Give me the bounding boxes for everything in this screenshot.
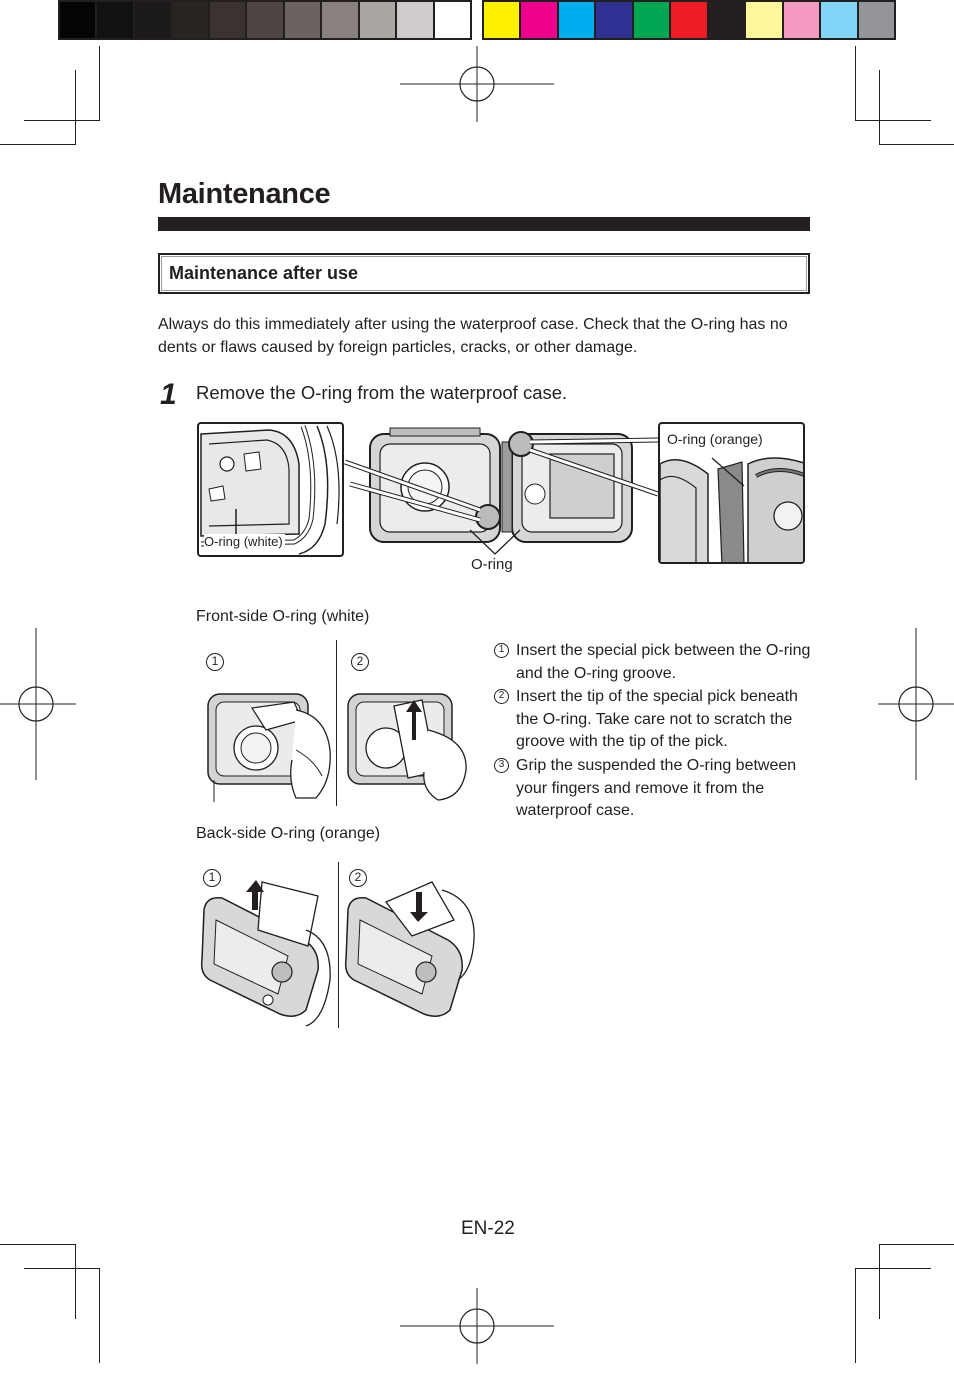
oring-white-label: O-ring (white) xyxy=(204,534,283,549)
back-panel2-illustration xyxy=(342,870,478,1028)
oring-orange-label: O-ring (orange) xyxy=(667,431,763,447)
instruction-number: 3 xyxy=(494,758,509,773)
grayscale-calibration-bar xyxy=(58,0,472,40)
registration-target-bottom xyxy=(400,1288,554,1364)
section-header-box xyxy=(158,253,810,294)
section-title: Maintenance after use xyxy=(169,263,359,283)
instruction-item xyxy=(493,686,813,754)
back-side-heading: Back-side O-ring (orange) xyxy=(196,825,381,842)
color-swatch xyxy=(559,2,596,38)
front-panel2-number: 2 xyxy=(351,653,369,671)
title-rule xyxy=(158,217,810,231)
oring-orange-inset xyxy=(658,422,805,564)
instruction-text: Insert the tip of the special pick beneath the O-ring. Take care not to scratch the groove with the tip of the pick. xyxy=(516,688,798,751)
color-swatch xyxy=(596,2,633,38)
color-swatch xyxy=(97,2,134,38)
back-panel-divider xyxy=(338,862,339,1028)
color-swatch xyxy=(859,2,894,38)
registration-target-left xyxy=(0,628,76,780)
front-panel2-illustration xyxy=(342,680,480,805)
front-panel-divider xyxy=(336,640,337,806)
color-swatch xyxy=(521,2,558,38)
back-panel1-number: 1 xyxy=(203,869,221,887)
instruction-text: Insert the special pick between the O-ring and the O-ring groove. xyxy=(516,642,811,682)
registration-target-right xyxy=(878,628,954,780)
front-panel1-number: 1 xyxy=(206,653,224,671)
color-swatch xyxy=(634,2,671,38)
instruction-list xyxy=(493,640,813,824)
color-swatch xyxy=(247,2,284,38)
color-swatch xyxy=(60,2,97,38)
step-text: Remove the O-ring from the waterproof case. xyxy=(196,382,568,403)
front-side-heading: Front-side O-ring (white) xyxy=(196,608,370,625)
color-swatch xyxy=(172,2,209,38)
color-swatch xyxy=(784,2,821,38)
oring-white-inset xyxy=(197,422,344,557)
color-swatch xyxy=(484,2,521,38)
color-swatch xyxy=(671,2,708,38)
instruction-text: Grip the suspended the O-ring between your fingers and remove it from the waterproof case. xyxy=(516,756,797,820)
page-title: Maintenance xyxy=(158,178,331,210)
instruction-item xyxy=(493,640,813,685)
color-swatch xyxy=(397,2,434,38)
instruction-item xyxy=(493,755,813,823)
back-panel1-illustration xyxy=(196,870,336,1028)
page-number: EN-22 xyxy=(461,1218,515,1239)
color-swatch xyxy=(360,2,397,38)
intro-paragraph: Always do this immediately after using the waterproof case. Check that the O-ring has no dents or flaws caused by foreign particles, cracks, or other damage. xyxy=(158,316,788,356)
waterproof-case-open-illustration xyxy=(340,422,660,562)
color-swatch xyxy=(435,2,470,38)
color-swatch xyxy=(210,2,247,38)
color-swatch xyxy=(821,2,858,38)
oring-label: O-ring xyxy=(471,556,513,573)
color-calibration-bar xyxy=(482,0,896,40)
color-swatch xyxy=(746,2,783,38)
step-number: 1 xyxy=(160,378,177,411)
color-swatch xyxy=(135,2,172,38)
front-panel1-illustration xyxy=(196,680,334,805)
color-swatch xyxy=(709,2,746,38)
color-swatch xyxy=(285,2,322,38)
color-swatch xyxy=(322,2,359,38)
registration-target-top xyxy=(400,46,554,122)
instruction-number: 2 xyxy=(494,689,509,704)
instruction-number: 1 xyxy=(494,643,509,658)
back-panel2-number: 2 xyxy=(349,869,367,887)
